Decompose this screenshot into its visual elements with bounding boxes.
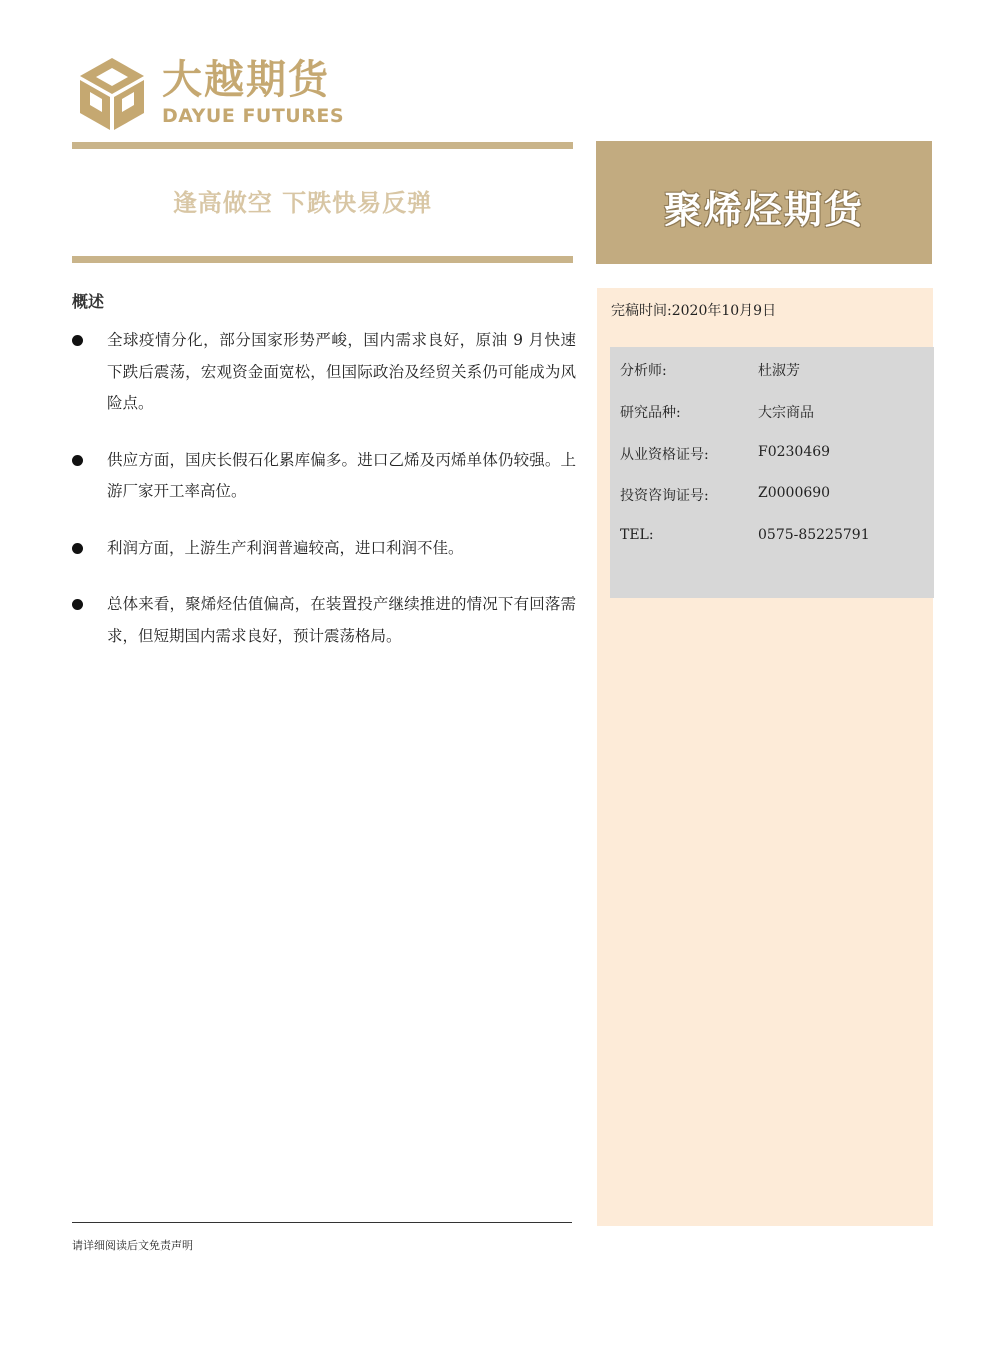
product-banner	[596, 141, 932, 264]
summary-list	[72, 325, 576, 652]
info-label: 研究品种:	[620, 405, 681, 421]
company-logo	[78, 56, 348, 136]
info-label: TEL:	[620, 527, 654, 543]
completion-date: 完稿时间:2020年10月9日	[611, 303, 777, 319]
bullet-dot-icon	[72, 599, 83, 610]
bullet-dot-icon	[72, 335, 83, 346]
logo-chinese-name: 大越期货	[162, 57, 330, 103]
logo-english-name: DAYUE FUTURES	[162, 105, 345, 127]
summary-heading: 概述	[72, 292, 105, 311]
report-headline: 逢高做空 下跌快易反弹	[172, 189, 433, 217]
summary-item	[72, 325, 576, 420]
info-value: 0575-85225791	[758, 527, 870, 543]
header-rule-bottom	[72, 256, 573, 263]
info-label: 从业资格证号:	[620, 447, 709, 463]
product-title: 聚烯烃期货	[663, 188, 864, 232]
bullet-dot-icon	[72, 543, 83, 554]
report-sidebar	[597, 288, 933, 1226]
info-label: 分析师:	[620, 363, 667, 379]
summary-item-text: 利润方面，上游生产利润普遍较高，进口利润不佳。	[107, 538, 464, 557]
header-rule-top	[72, 142, 573, 149]
disclaimer-note: 请详细阅读后文免责声明	[72, 1239, 193, 1252]
info-value: 杜淑芳	[758, 363, 800, 379]
footer-rule	[72, 1222, 572, 1223]
summary-item	[72, 445, 576, 508]
summary-item-text: 全球疫情分化，部分国家形势严峻，国内需求良好，原油 9 月快速下跌后震荡，宏观资金面宽松，但国际政治及经贸关系仍可能成为风险点。	[107, 331, 576, 412]
info-value: Z0000690	[758, 485, 831, 501]
summary-item	[72, 589, 576, 652]
analyst-info-box	[610, 347, 934, 598]
summary-item	[72, 533, 576, 565]
info-value: 大宗商品	[758, 405, 814, 421]
summary-item-text: 总体来看，聚烯烃估值偏高，在装置投产继续推进的情况下有回落需求，但短期国内需求良好，预计震荡格局。	[107, 595, 576, 645]
info-label: 投资咨询证号:	[620, 488, 709, 504]
cube-logo-icon	[78, 56, 146, 132]
bullet-dot-icon	[72, 455, 83, 466]
info-value: F0230469	[758, 444, 831, 460]
summary-item-text: 供应方面，国庆长假石化累库偏多。进口乙烯及丙烯单体仍较强。上游厂家开工率高位。	[107, 450, 576, 500]
